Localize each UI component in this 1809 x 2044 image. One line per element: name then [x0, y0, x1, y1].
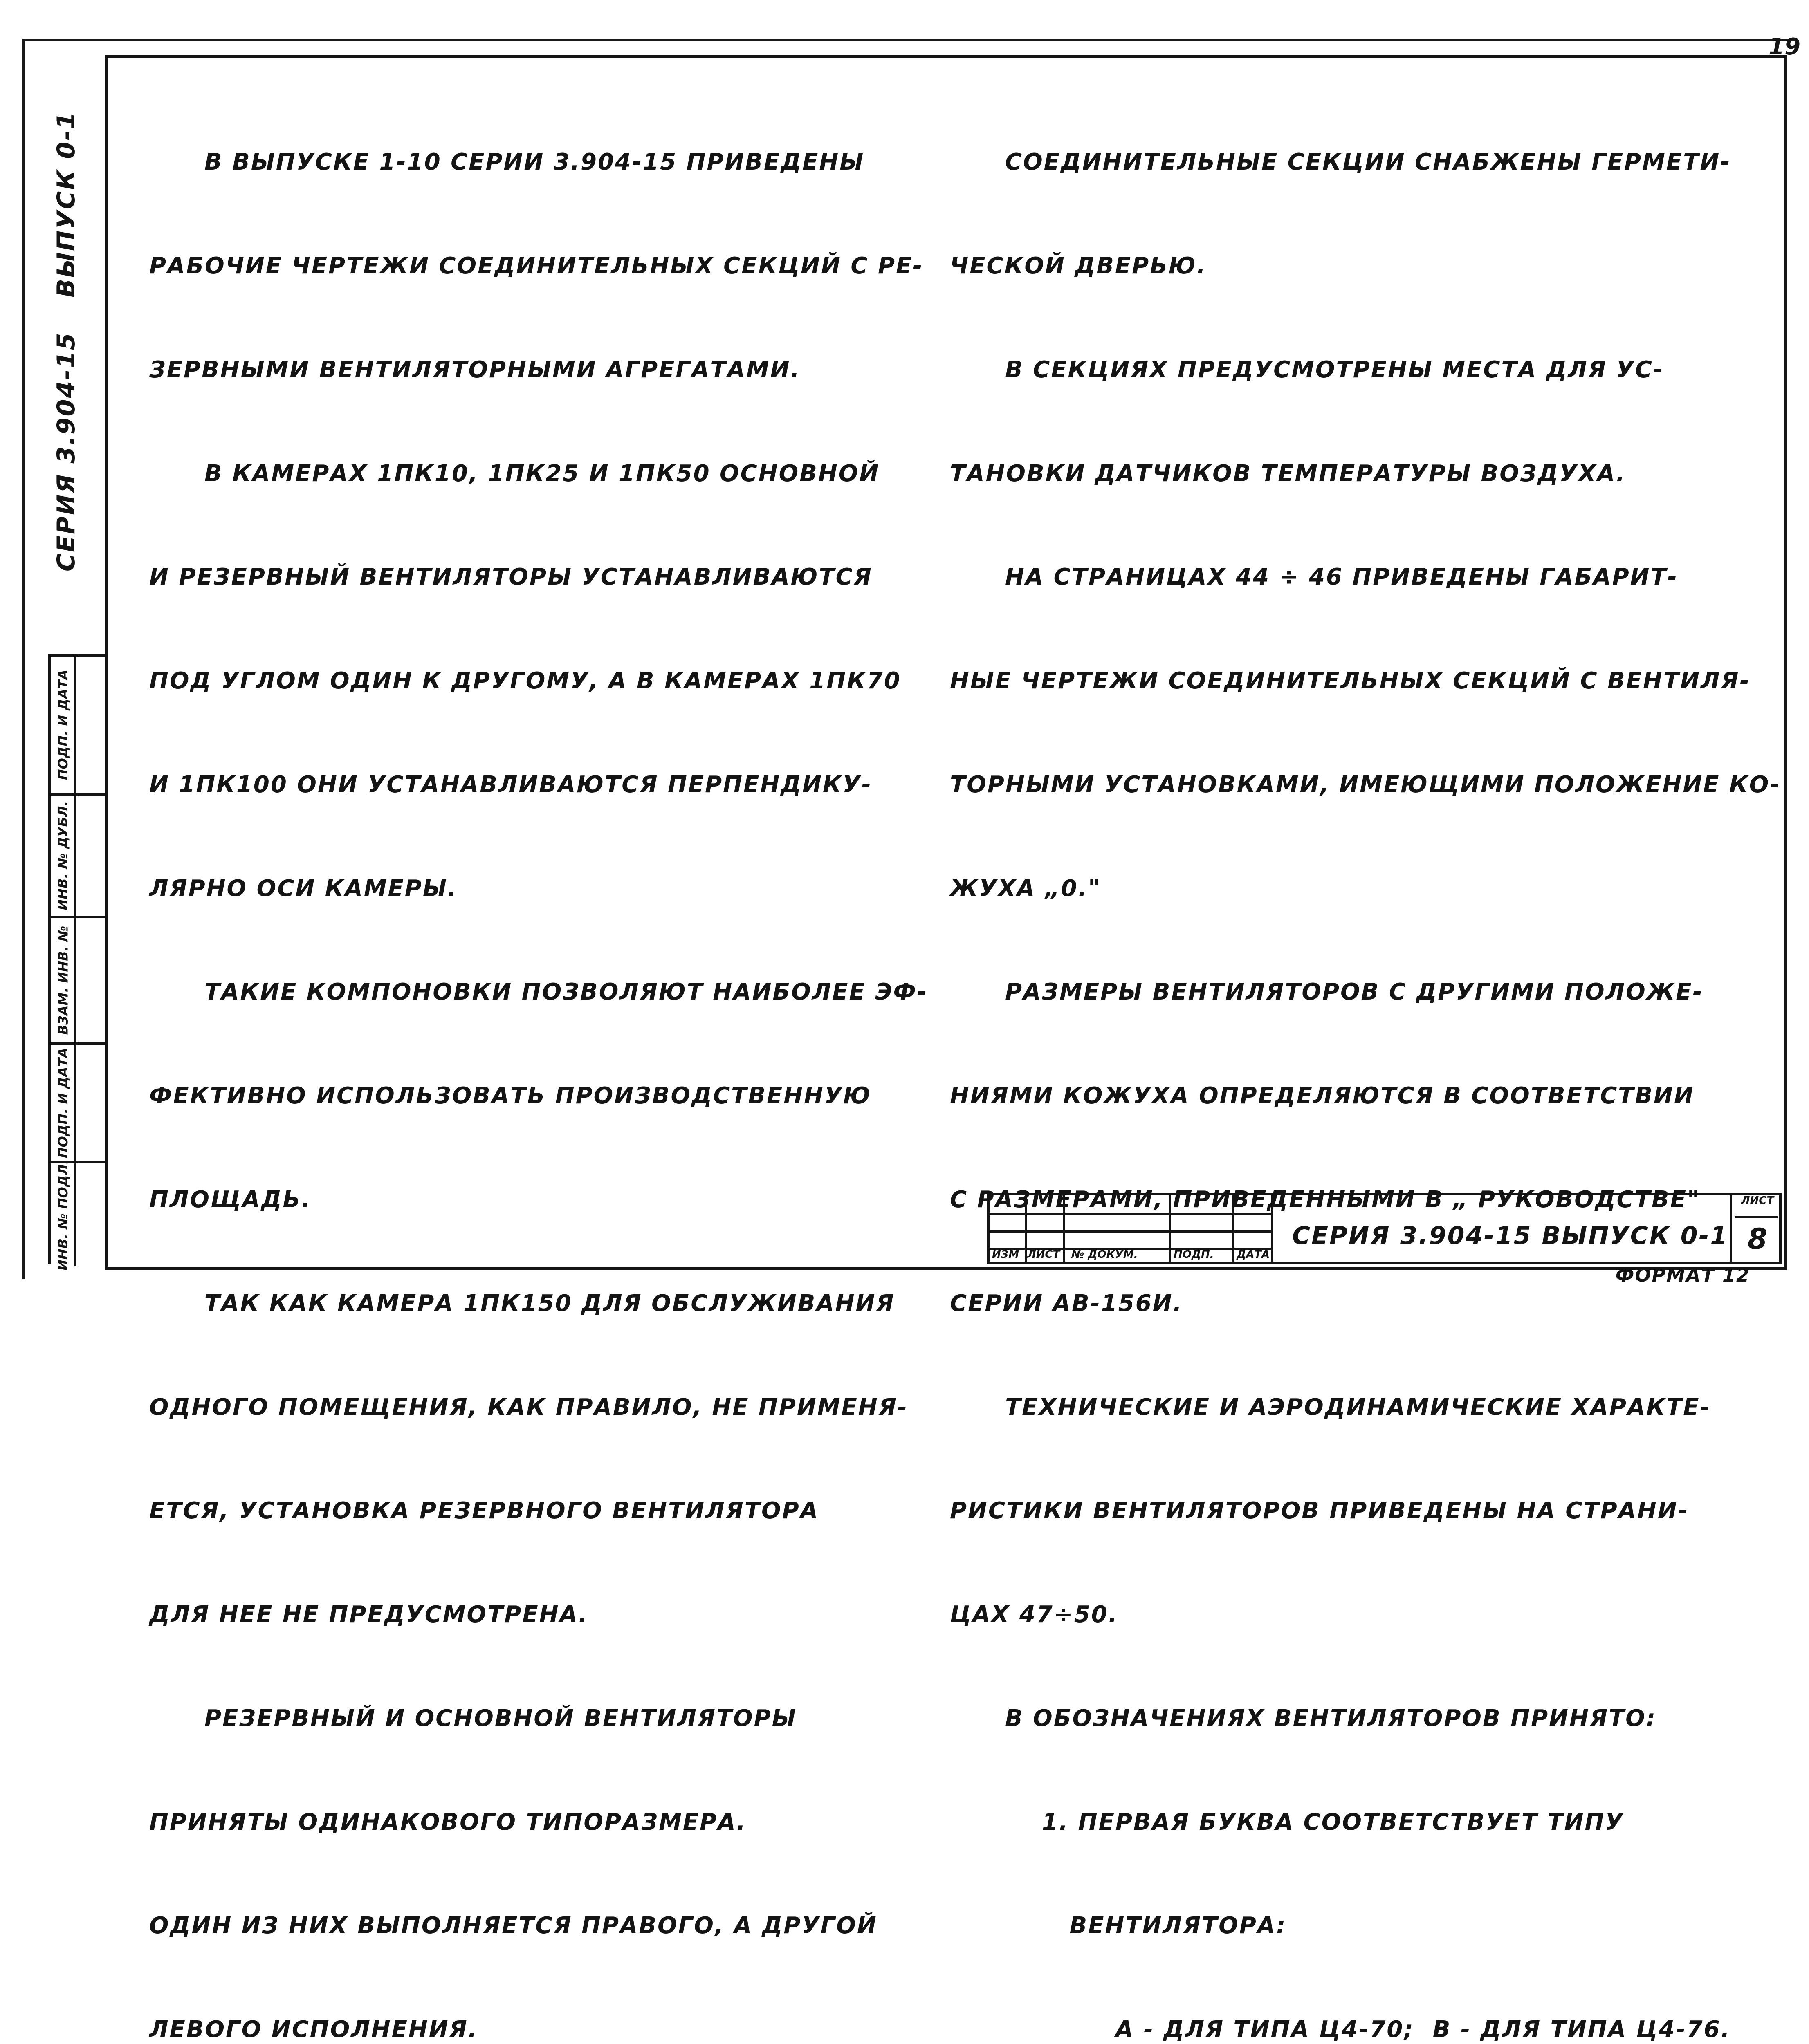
tb-label-date: ДАТА — [1237, 1248, 1270, 1261]
text-line: ЛЯРНО ОСИ КАМЕРЫ. — [149, 875, 458, 902]
stamp-label: ИНВ. № ПОДЛ. — [55, 1159, 71, 1271]
stamp-label: ПОДП. И ДАТА — [55, 1047, 71, 1159]
text-line: ПОД УГЛОМ ОДИН К ДРУГОМУ, А В КАМЕРАХ 1ПК70 — [149, 668, 901, 695]
text-line: В СЕКЦИЯХ ПРЕДУСМОТРЕНЫ МЕСТА ДЛЯ УС- — [950, 356, 1664, 383]
side-series: СЕРИЯ 3.904-15 — [52, 332, 81, 572]
stamp-cell-inv-podl — [51, 1159, 105, 1271]
text-line: ВЕНТИЛЯТОРА: — [950, 1912, 1287, 1939]
text-line: НИЯМИ КОЖУХА ОПРЕДЕЛЯЮТСЯ В СООТВЕТСТВИИ — [950, 1083, 1695, 1109]
text-line: ПРИНЯТЫ ОДИНАКОВОГО ТИПОРАЗМЕРА. — [149, 1809, 747, 1836]
text-line: ТАНОВКИ ДАТЧИКОВ ТЕМПЕРАТУРЫ ВОЗДУХА. — [950, 460, 1626, 487]
text-line: С РАЗМЕРАМИ, ПРИВЕДЕННЫМИ В „ РУКОВОДСТВЕ" — [950, 1186, 1701, 1213]
text-line: НЫЕ ЧЕРТЕЖИ СОЕДИНИТЕЛЬНЫХ СЕКЦИЙ С ВЕНТИЛЯ- — [950, 668, 1751, 695]
text-line: НА СТРАНИЦАХ 44 ÷ 46 ПРИВЕДЕНЫ ГАБАРИТ- — [950, 564, 1678, 591]
top-sheet-number: 19 — [1769, 34, 1800, 60]
title-block-sheet-label: ЛИСТ — [1741, 1195, 1774, 1207]
text-line: В КАМЕРАХ 1ПК10, 1ПК25 И 1ПК50 ОСНОВНОЙ — [149, 460, 880, 487]
stamp-cell-inv-dubl — [51, 796, 105, 918]
text-line: ТАК КАК КАМЕРА 1ПК150 ДЛЯ ОБСЛУЖИВАНИЯ — [149, 1290, 895, 1317]
text-line: РИСТИКИ ВЕНТИЛЯТОРОВ ПРИВЕДЕНЫ НА СТРАНИ- — [950, 1497, 1689, 1524]
stamp-label: ПОДП. И ДАТА — [55, 669, 71, 780]
tb-label-izm: ИЗМ — [992, 1248, 1019, 1261]
title-block-sheet-number: 8 — [1747, 1222, 1768, 1256]
text-line: ЕТСЯ, УСТАНОВКА РЕЗЕРВНОГО ВЕНТИЛЯТОРА — [149, 1497, 819, 1524]
text-line: ОДИН ИЗ НИХ ВЫПОЛНЯЕТСЯ ПРАВОГО, А ДРУГОЙ — [149, 1912, 878, 1939]
text-line: А - ДЛЯ ТИПА Ц4-70; В - ДЛЯ ТИПА Ц4-76. — [950, 2016, 1731, 2043]
text-line: ЖУХА „0." — [950, 875, 1102, 902]
text-line: ЧЕСКОЙ ДВЕРЬЮ. — [950, 252, 1207, 279]
title-block-title: СЕРИЯ 3.904-15 ВЫПУСК 0-1 — [1292, 1221, 1729, 1250]
side-issue: ВЫПУСК 0-1 — [52, 111, 81, 298]
stamp-cell-vzam-inv — [51, 918, 105, 1045]
text-line: ТОРНЫМИ УСТАНОВКАМИ, ИМЕЮЩИМИ ПОЛОЖЕНИЕ КО- — [950, 771, 1781, 798]
text-line: ТЕХНИЧЕСКИЕ И АЭРОДИНАМИЧЕСКИЕ ХАРАКТЕ- — [950, 1394, 1711, 1421]
text-line: И РЕЗЕРВНЫЙ ВЕНТИЛЯТОРЫ УСТАНАВЛИВАЮТСЯ — [149, 564, 873, 591]
text-line: ТАКИЕ КОМПОНОВКИ ПОЗВОЛЯЮТ НАИБОЛЕЕ ЭФ- — [149, 979, 928, 1006]
tb-label-podp: ПОДП. — [1174, 1248, 1214, 1261]
text-line: ЛЕВОГО ИСПОЛНЕНИЯ. — [149, 2016, 478, 2043]
text-line: ЗЕРВНЫМИ ВЕНТИЛЯТОРНЫМИ АГРЕГАТАМИ. — [149, 356, 801, 383]
text-line: ДЛЯ НЕЕ НЕ ПРЕДУСМОТРЕНА. — [149, 1601, 589, 1628]
side-stamp — [48, 654, 105, 1271]
format-label: ФОРМАТ 12 — [1615, 1264, 1750, 1286]
stamp-cell-podp-date-2 — [51, 1045, 105, 1163]
text-line: ОДНОГО ПОМЕЩЕНИЯ, КАК ПРАВИЛО, НЕ ПРИМЕНЯ- — [149, 1394, 908, 1421]
tb-label-doc: № ДОКУМ. — [1071, 1248, 1138, 1261]
text-line: РЕЗЕРВНЫЙ И ОСНОВНОЙ ВЕНТИЛЯТОРЫ — [149, 1705, 797, 1732]
text-line: В ВЫПУСКЕ 1-10 СЕРИИ 3.904-15 ПРИВЕДЕНЫ — [149, 149, 865, 176]
stamp-label: ИНВ. № ДУБЛ. — [55, 801, 71, 910]
text-line: ФЕКТИВНО ИСПОЛЬЗОВАТЬ ПРОИЗВОДСТВЕННУЮ — [149, 1083, 871, 1109]
left-text-column — [149, 76, 932, 2044]
text-line: ПЛОЩАДЬ. — [149, 1186, 312, 1213]
text-line: СОЕДИНИТЕЛЬНЫЕ СЕКЦИИ СНАБЖЕНЫ ГЕРМЕТИ- — [950, 149, 1731, 176]
text-line: И 1ПК100 ОНИ УСТАНАВЛИВАЮТСЯ ПЕРПЕНДИКУ- — [149, 771, 873, 798]
stamp-label: ВЗАМ. ИНВ. № — [55, 926, 71, 1035]
text-line: СЕРИИ АВ-156И. — [950, 1290, 1183, 1317]
text-line: ЦАХ 47÷50. — [950, 1601, 1119, 1628]
text-line: 1. ПЕРВАЯ БУКВА СООТВЕТСТВУЕТ ТИПУ — [950, 1809, 1624, 1836]
title-block-revision-grid — [987, 1193, 1273, 1264]
tb-label-list: ЛИСТ — [1027, 1248, 1060, 1261]
text-line: В ОБОЗНАЧЕНИЯХ ВЕНТИЛЯТОРОВ ПРИНЯТО: — [950, 1705, 1657, 1732]
text-line: РАБОЧИЕ ЧЕРТЕЖИ СОЕДИНИТЕЛЬНЫХ СЕКЦИЙ С РЕ- — [149, 252, 924, 279]
stamp-cell-podp-date-1 — [51, 657, 105, 796]
right-text-column — [950, 76, 1781, 2044]
text-line: РАЗМЕРЫ ВЕНТИЛЯТОРОВ С ДРУГИМИ ПОЛОЖЕ- — [950, 979, 1704, 1006]
